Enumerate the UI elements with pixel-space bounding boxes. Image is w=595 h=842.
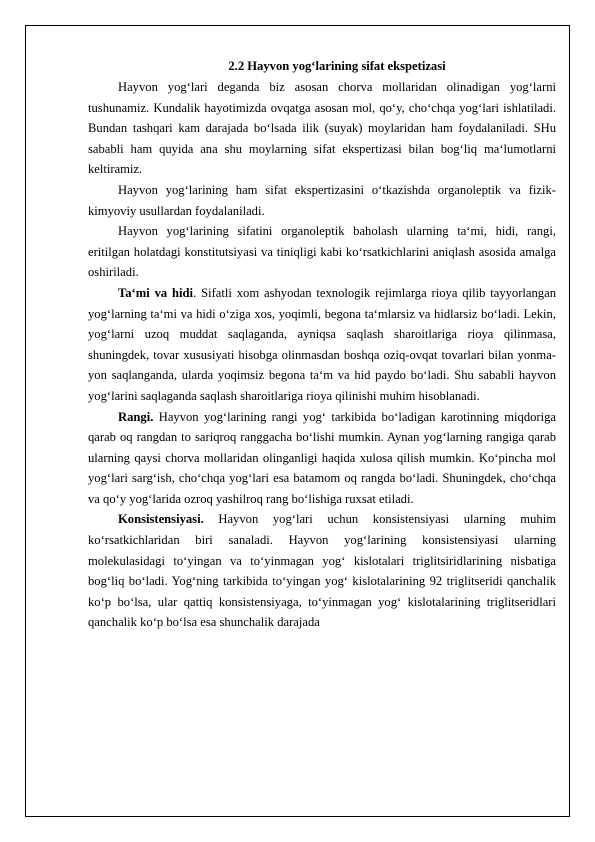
paragraph-text: Hayvon yog‘lari uchun konsistensiyasi ularning muhim ko‘rsatkichlaridan biri sanaladi. Hayvon yog‘larining konsistensiyasi ularning molekulasidagi to‘yingan va to‘yinmagan yog‘ kislotalari triglitsiridlarining nisbatiga bog‘liq bo‘ladi. Yog‘ning tarkibida to‘yingan yog‘ kislotalarining 92 triglitseridi qanchalik ko‘p bo‘lsa, ular qattiq konsistensiyaga, to‘yinmagan yog‘ kislotalarining triglitseridlari qanchalik ko‘p bo‘lsa esa shunchalik darajada xyxy=(88,512,556,630)
paragraph-intro xyxy=(88,77,556,180)
paragraph-lead: Konsistensiyasi. xyxy=(118,512,204,527)
paragraph-text: Hayvon yog‘lari deganda biz asosan chorva mollaridan olinadigan yog‘larni tushunamiz. Kundalik hayotimizda ovqatga asosan mol, qo‘y, cho‘chqa yog‘lari ishlatiladi. Bundan tashqari kam darajada bo‘lsada ilik (suyak) moylaridan ham foydalaniladi. SHu sababli ham quyida ana shu moylarning sifat ekspertizasi bilan bog‘liq ma‘lumotlarni keltiramiz. xyxy=(88,80,556,177)
paragraph-lead: Rangi. xyxy=(118,409,154,424)
paragraph-text: Hayvon yog‘larining rangi yog‘ tarkibida bo‘ladigan karotinning miqdoriga qarab oq rangdan to sariqroq ranggacha bo‘lishi mumkin. Aynan yog‘larning rangiga qarab ularning qaysi chorva mollaridan olinganligi haqida xulosa qilish mumkin. Ko‘pincha mol yog‘lari sarg‘ish, cho‘chqa yog‘lari esa batamom oq rangda bo‘ladi. Shuningdek, cho‘chqa va qo‘y yog‘larida ozroq yashilroq rang bo‘lishiga ruxsat etiladi. xyxy=(88,409,556,506)
paragraph-text: Hayvon yog‘larining sifatini organoleptik baholash ularning ta‘mi, hidi, rangi, eritilgan holatdagi konstitutsiyasi va tiniqligi kabi ko‘rsatkichlarini aniqlash asosida amalga oshiriladi. xyxy=(88,224,556,280)
paragraph-text: Hayvon yog‘larining ham sifat ekspertizasini o‘tkazishda organoleptik va fizik-kimyoviy usullardan foydalaniladi. xyxy=(88,182,556,218)
document-body xyxy=(88,55,556,633)
section-heading: 2.2 Hayvon yog‘larining sifat ekspetizasi xyxy=(228,59,446,73)
paragraph-taste-smell xyxy=(88,283,556,407)
paragraph-consistency xyxy=(88,509,556,633)
paragraph-text: . Sifatli xom ashyodan texnologik rejimlarga rioya qilib tayyorlangan yog‘larning ta‘mi va hidi o‘ziga xos, yoqimli, begona ta‘mlarsiz va hidlarsiz bo‘ladi. Lekin, yog‘larni uzoq muddat saqlaganda, ayniqsa saqlash sharoitlariga rioya qilinmasa, shuningdek, tovar xususiyati hisobga olinmasdan boshqa oziq-ovqat tovarlari bilan yonma-yon saqlanganda, ularda yoqimsiz begona ta‘m va hid paydo bo‘ladi. Shu sababli hayvon yog‘larini saqlaganda saqlash sharoitlariga rioya qilinishi muhim hisoblanadi. xyxy=(88,285,556,403)
paragraph-lead: Ta‘mi va hidi xyxy=(118,285,194,300)
paragraph-organoleptic xyxy=(88,221,556,283)
paragraph-color xyxy=(88,407,556,510)
paragraph-methods xyxy=(88,180,556,221)
